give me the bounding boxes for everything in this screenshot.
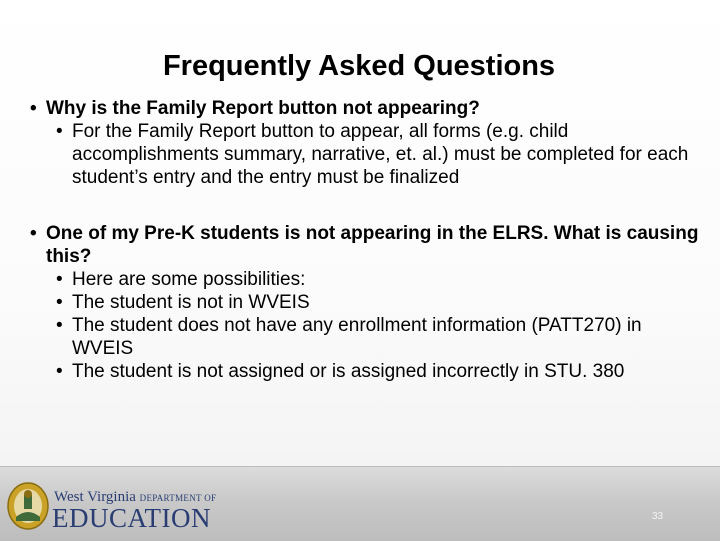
bullet-icon: • xyxy=(56,361,63,382)
answer-text: The student does not have any enrollment information (PATT270) in WVEIS xyxy=(72,315,642,359)
bullet-icon: • xyxy=(30,98,37,119)
logo-education-text: EDUCATION xyxy=(52,503,211,533)
faq-answer xyxy=(56,268,702,291)
bullet-icon: • xyxy=(30,223,37,244)
question-text: Why is the Family Report button not appearing? xyxy=(46,98,480,119)
answer-text: Here are some possibilities: xyxy=(72,269,306,290)
bullet-icon: • xyxy=(56,292,63,313)
faq-answer xyxy=(56,360,702,383)
slide-title: Frequently Asked Questions xyxy=(162,50,556,82)
answer-text: The student is not in WVEIS xyxy=(72,292,310,313)
faq-content xyxy=(30,97,702,383)
faq-question-2 xyxy=(30,222,702,268)
page-number: 33 xyxy=(652,511,664,522)
bullet-icon: • xyxy=(56,269,63,290)
faq-answer xyxy=(56,314,702,360)
faq-answer xyxy=(56,120,702,189)
faq-question-1 xyxy=(30,97,702,120)
bullet-icon: • xyxy=(56,315,63,336)
answer-text: For the Family Report button to appear, all forms (e.g. child accomplishments summary, narrative, et. al.) must be completed for each student’s entry and the entry must be finalized xyxy=(72,121,689,188)
logo-dept-text: DEPARTMENT OF xyxy=(139,493,217,503)
logo-state-name: West Virginia DEPARTMENT OF xyxy=(54,489,217,505)
bullet-icon: • xyxy=(56,121,63,142)
state-seal-icon xyxy=(6,481,50,531)
faq-answer xyxy=(56,291,702,314)
answer-text: The student is not assigned or is assigned incorrectly in STU. 380 xyxy=(72,361,625,382)
footer-bar xyxy=(0,466,720,541)
question-text: One of my Pre-K students is not appearing in the ELRS. What is causing this? xyxy=(46,223,699,267)
